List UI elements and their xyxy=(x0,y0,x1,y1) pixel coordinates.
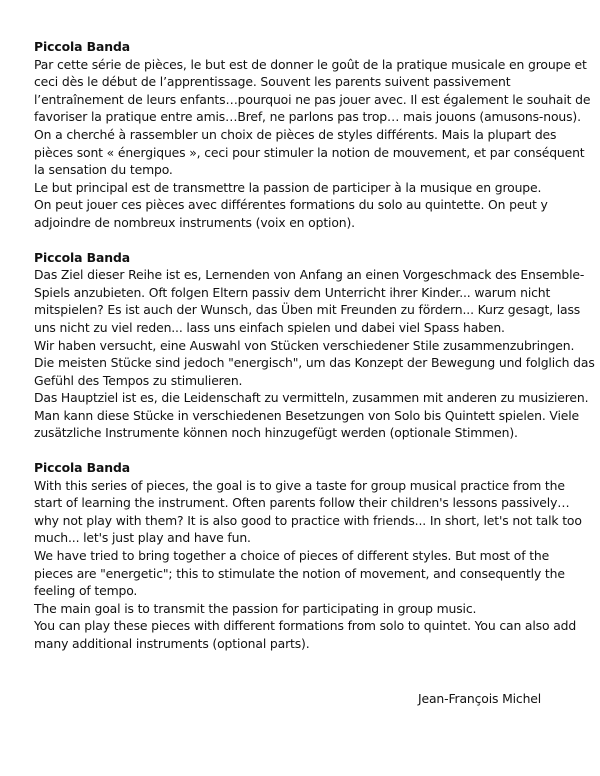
text-line: Wir haben versucht, eine Auswahl von Stücken verschiedener Stile zusammenzubringen. xyxy=(34,337,575,353)
text-line: uns nicht zu viel reden... lass uns einfach spielen und dabei viel Spass haben. xyxy=(34,319,505,335)
text-line: Die meisten Stücke sind jedoch "energisch", um das Konzept der Bewegung und folglich das xyxy=(34,355,595,371)
text-line: Par cette série de pièces, le but est de donner le goût de la pratique musicale en groupe et xyxy=(34,56,587,72)
section-french xyxy=(34,38,591,232)
section-heading: Piccola Banda xyxy=(34,39,131,54)
text-line: start of learning the instrument. Often parents follow their children's lessons passively… xyxy=(34,495,570,511)
section-body xyxy=(34,266,595,442)
text-line: We have tried to bring together a choice of pieces of different styles. But most of the xyxy=(34,548,550,564)
text-line: l’entraînement de leurs enfants…pourquoi ne pas jouer avec. Il est également le souhait de xyxy=(34,91,591,107)
section-body xyxy=(34,477,582,653)
section-english xyxy=(34,459,582,653)
text-line: Das Hauptziel ist es, die Leidenschaft zu vermitteln, zusammen mit anderen zu musizieren. xyxy=(34,390,589,406)
text-line: With this series of pieces, the goal is to give a taste for group musical practice from the xyxy=(34,477,565,493)
text-line: feeling of tempo. xyxy=(34,583,138,599)
text-line: Spiels anzubieten. Oft folgen Eltern passiv dem Unterricht ihrer Kinder... warum nicht xyxy=(34,284,551,300)
text-line: mitspielen? Es ist auch der Wunsch, das Üben mit Freunden zu fördern... Kurz gesagt, lass xyxy=(34,302,581,318)
text-line: Man kann diese Stücke in verschiedenen Besetzungen von Solo bis Quintett spielen. Viele xyxy=(34,407,580,423)
author-signature: Jean-François Michel xyxy=(418,691,542,706)
section-body xyxy=(34,56,591,232)
text-line: zusätzliche Instrumente können noch hinzugefügt werden (optionale Stimmen). xyxy=(34,425,518,441)
text-line: Das Ziel dieser Reihe ist es, Lernenden von Anfang an einen Vorgeschmack des Ensemble- xyxy=(34,267,585,283)
text-line: much... let's just play and have fun. xyxy=(34,530,251,546)
section-heading: Piccola Banda xyxy=(34,460,131,476)
text-line: pieces are "energetic"; this to stimulate the notion of movement, and consequently the xyxy=(34,565,565,581)
text-line: The main goal is to transmit the passion for participating in group music. xyxy=(34,600,477,616)
text-line: Gefühl des Tempos zu stimulieren. xyxy=(34,372,243,388)
section-german xyxy=(34,249,595,443)
text-line: On peut jouer ces pièces avec différentes formations du solo au quintette. On peut y xyxy=(34,197,548,213)
text-line: favoriser la pratique entre amis…Bref, ne parlons pas trop… mais jouons (amusons-nous). xyxy=(34,109,581,125)
text-line: Le but principal est de transmettre la passion de participer à la musique en groupe. xyxy=(34,179,542,195)
text-line: pièces sont « énergiques », ceci pour stimuler la notion de mouvement, et par conséquent xyxy=(34,144,585,160)
section-heading: Piccola Banda xyxy=(34,249,131,265)
document-page xyxy=(34,38,595,653)
text-line: ceci dès le début de l’apprentissage. Souvent les parents suivent passivement xyxy=(34,74,511,90)
text-line: You can play these pieces with different formations from solo to quintet. You can also add xyxy=(34,618,577,634)
text-line: adjoindre de nombreux instruments (voix en option). xyxy=(34,214,355,230)
text-line: On a cherché à rassembler un choix de pièces de styles différents. Mais la plupart des xyxy=(34,126,557,142)
text-line: why not play with them? It is also good to practice with friends... In short, let's not talk too xyxy=(34,512,582,528)
text-line: la sensation du tempo. xyxy=(34,162,173,178)
text-line: many additional instruments (optional parts). xyxy=(34,636,310,651)
